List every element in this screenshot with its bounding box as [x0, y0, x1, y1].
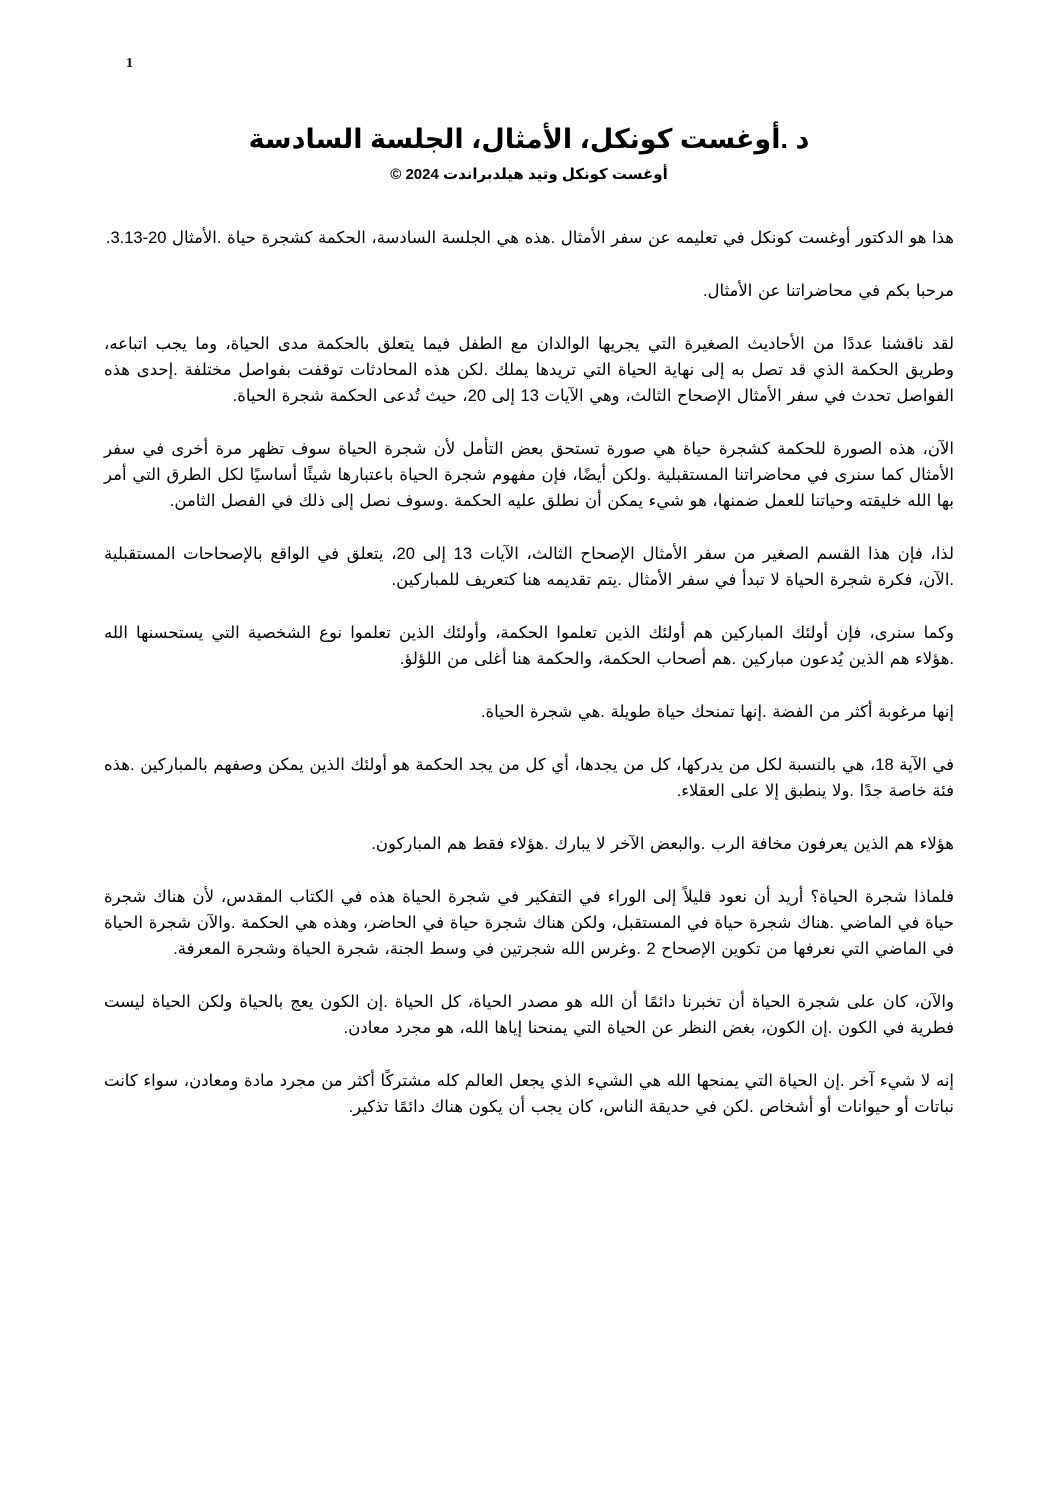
paragraph-welcome: مرحبا بكم في محاضراتنا عن الأمثال. [702, 282, 954, 301]
paragraph: لذا، فإن هذا القسم الصغير من سفر الأمثال الإصحاح الثالث، الآيات 13 إلى 20، يتعلق في الواقع بالإصحاحات المستقبلية .الآن، فكرة شجرة الحياة لا تبدأ في سفر الأمثال .يتم تقديمه هنا كتعريف للمباركين. [104, 545, 954, 590]
paragraph: وكما سنرى، فإن أولئك المباركين هم أولئك الذين تعلموا الحكمة، وأولئك الذين تعلموا نوع الشخصية التي يستحسنها الله .هؤلاء هم الذين يُدعون مباركين .هم أصحاب الحكمة، والحكمة هنا أغلى من اللؤلؤ. [104, 624, 954, 669]
paragraph: في الآية 18، هي بالنسبة لكل من يدركها، كل من يجدها، أي كل من يجد الحكمة هو أولئك الذين يمكن وصفهم بالمباركين .هذه فئة خاصة جدًا .ولا ينطبق إلا على العقلاء. [104, 756, 954, 801]
paragraph: الآن، هذه الصورة للحكمة كشجرة حياة هي صورة تستحق بعض التأمل لأن شجرة الحياة سوف تظهر مرة أخرى في سفر الأمثال كما سنرى في محاضراتنا المستقبلية .ولكن أيضًا، فإن مفهوم شجرة الحياة باعتبارها شيئًا أساسيًا لكل الطرق التي أمر بها الله خليقته وحياتنا للعمل ضمنها، هو شيء يمكن أن نطلق عليه الحكمة .وسوف نصل إلى ذلك في الفصل الثامن. [104, 440, 954, 511]
paragraph: إنها مرغوبة أكثر من الفضة .إنها تمنحك حياة طويلة .هي شجرة الحياة. [480, 703, 954, 722]
paragraph: هؤلاء هم الذين يعرفون مخافة الرب .والبعض الآخر لا يبارك .هؤلاء فقط هم المباركون. [371, 835, 954, 854]
page-number: 1 [126, 56, 133, 71]
document-content [104, 122, 954, 1147]
paragraph: والآن، كان على شجرة الحياة أن تخبرنا دائمًا أن الله هو مصدر الحياة، كل الحياة .إن الكون يعج بالحياة ولكن الحياة ليست فطرية في الكون .إن الكون، بغض النظر عن الحياة التي يمنحنا إياها الله، هو مجرد معادن. [104, 993, 954, 1038]
copyright-line: أوغست كونكل وتيد هيلدبراندت 2024 © [390, 166, 668, 184]
paragraph-intro: هذا هو الدكتور أوغست كونكل في تعليمه عن سفر الأمثال .هذه هي الجلسة السادسة، الحكمة كشجرة حياة .الأمثال 20-3.13. [105, 229, 954, 248]
paragraph: لقد ناقشنا عددًا من الأحاديث الصغيرة التي يجريها الوالدان مع الطفل فيما يتعلق بالحكمة مدى الحياة، وما يجب اتباعه، وطريق الحكمة الذي قد تصل به إلى نهاية الحياة التي تريدها يملك .لكن هذه المحادثات توقفت بفواصل مختلفة .إحدى هذه الفواصل تحدث في سفر الأمثال الإصحاح الثالث، وهي الآيات 13 إلى 20، حيث تُدعى الحكمة شجرة الحياة. [104, 335, 954, 406]
paragraph: فلماذا شجرة الحياة؟ أريد أن نعود قليلاً إلى الوراء في التفكير في شجرة الحياة هذه في الكتاب المقدس، لأن هناك شجرة حياة في الماضي .هناك شجرة حياة في المستقبل، ولكن هناك شجرة حياة في الحاضر، وهذه هي الحكمة .والآن شجرة الحياة في الماضي التي نعرفها من تكوين الإصحاح 2 .وغرس الله شجرتين في وسط الجنة، شجرة الحياة وشجرة المعرفة. [104, 888, 954, 959]
paragraph: إنه لا شيء آخر .إن الحياة التي يمنحها الله هي الشيء الذي يجعل العالم كله مشتركًا أكثر من مجرد مادة ومعادن، سواء كانت نباتات أو حيوانات أو أشخاص .لكن في حديقة الناس، كان يجب أن يكون هناك دائمًا تذكير. [104, 1072, 954, 1117]
document-body [104, 225, 954, 1120]
document-title: د .أوغست كونكل، الأمثال، الجلسة السادسة [248, 124, 810, 154]
